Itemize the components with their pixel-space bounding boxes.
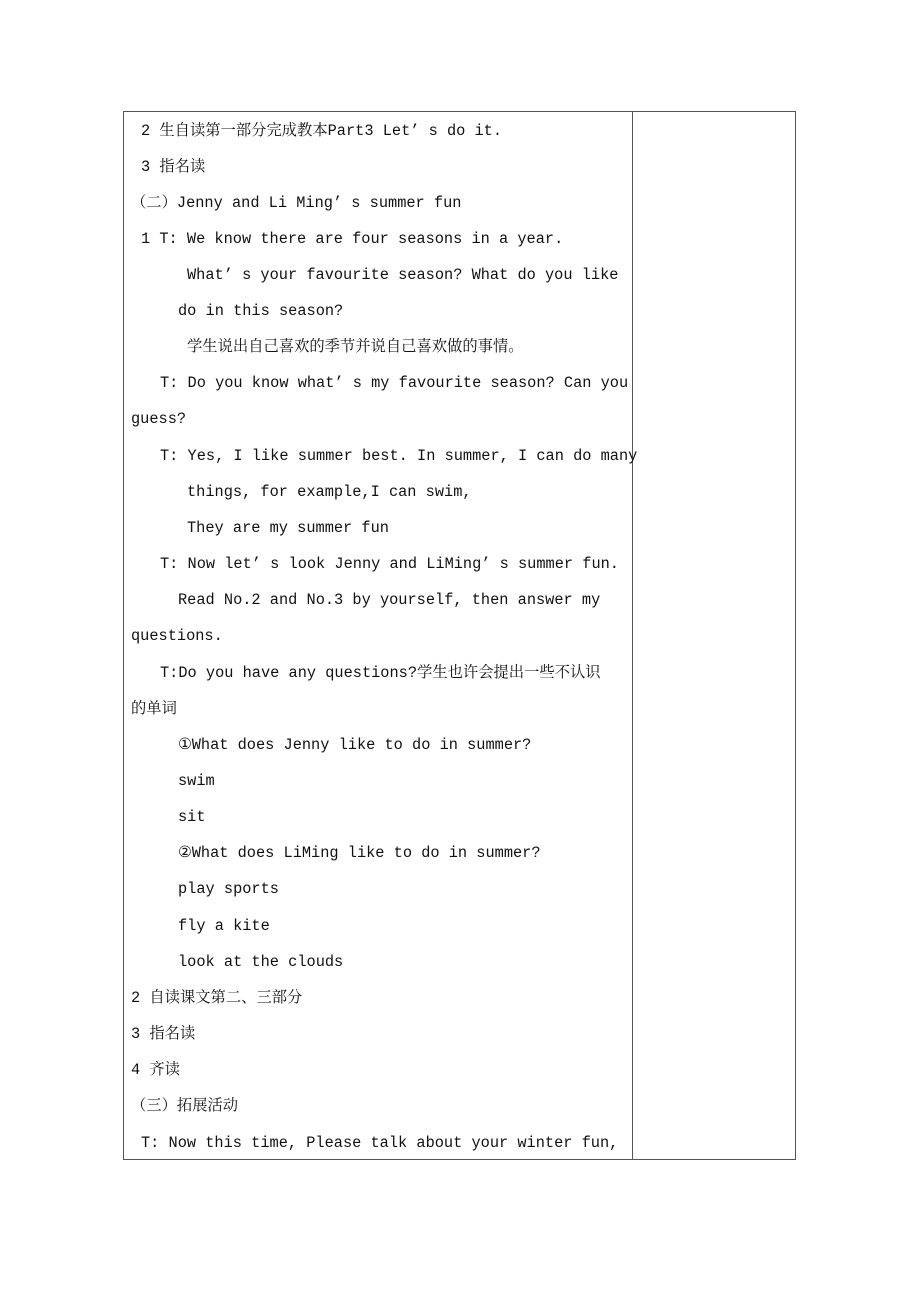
text-line: 2 生自读第一部分完成教本Part3 Let’ s do it. bbox=[141, 122, 503, 140]
column-divider bbox=[632, 112, 633, 1159]
text-line: fly a kite bbox=[178, 917, 270, 935]
text-line: do in this season? bbox=[178, 302, 344, 320]
text-line: They are my summer fun bbox=[187, 519, 389, 537]
text-line: T:Do you have any questions?学生也许会提出一些不认识 bbox=[160, 664, 601, 682]
text-line: T: Do you know what’ s my favourite season? Can you bbox=[160, 374, 629, 392]
text-line: Read No.2 and No.3 by yourself, then answer my bbox=[178, 591, 601, 609]
text-line: things, for example,I can swim, bbox=[187, 483, 472, 501]
text-line: ①What does Jenny like to do in summer? bbox=[178, 736, 532, 754]
text-line: 1 T: We know there are four seasons in a year. bbox=[141, 230, 564, 248]
text-line: ②What does LiMing like to do in summer? bbox=[178, 844, 541, 862]
text-line: T: Now let’ s look Jenny and LiMing’ s summer fun. bbox=[160, 555, 619, 573]
lesson-plan-table bbox=[123, 111, 796, 1160]
text-line: 的单词 bbox=[131, 700, 177, 718]
text-line: play sports bbox=[178, 880, 279, 898]
text-line: 2 自读课文第二、三部分 bbox=[131, 989, 303, 1007]
text-line: T: Yes, I like summer best. In summer, I can do many bbox=[160, 447, 638, 465]
text-line: 3 指名读 bbox=[131, 1025, 196, 1043]
text-line: sit bbox=[178, 808, 206, 826]
text-line: T: Now this time, Please talk about your winter fun, bbox=[141, 1134, 619, 1152]
text-line: 4 齐读 bbox=[131, 1061, 180, 1079]
text-line: 3 指名读 bbox=[141, 158, 206, 176]
text-line: questions. bbox=[131, 627, 223, 645]
text-line: What’ s your favourite season? What do you like bbox=[187, 266, 619, 284]
text-line: look at the clouds bbox=[178, 953, 344, 971]
text-line: （三）拓展活动 bbox=[131, 1097, 239, 1115]
text-line: 学生说出自己喜欢的季节并说自己喜欢做的事情。 bbox=[187, 338, 524, 356]
text-line: （二）Jenny and Li Ming’ s summer fun bbox=[131, 194, 462, 212]
text-line: swim bbox=[178, 772, 215, 790]
text-line: guess? bbox=[131, 410, 187, 428]
